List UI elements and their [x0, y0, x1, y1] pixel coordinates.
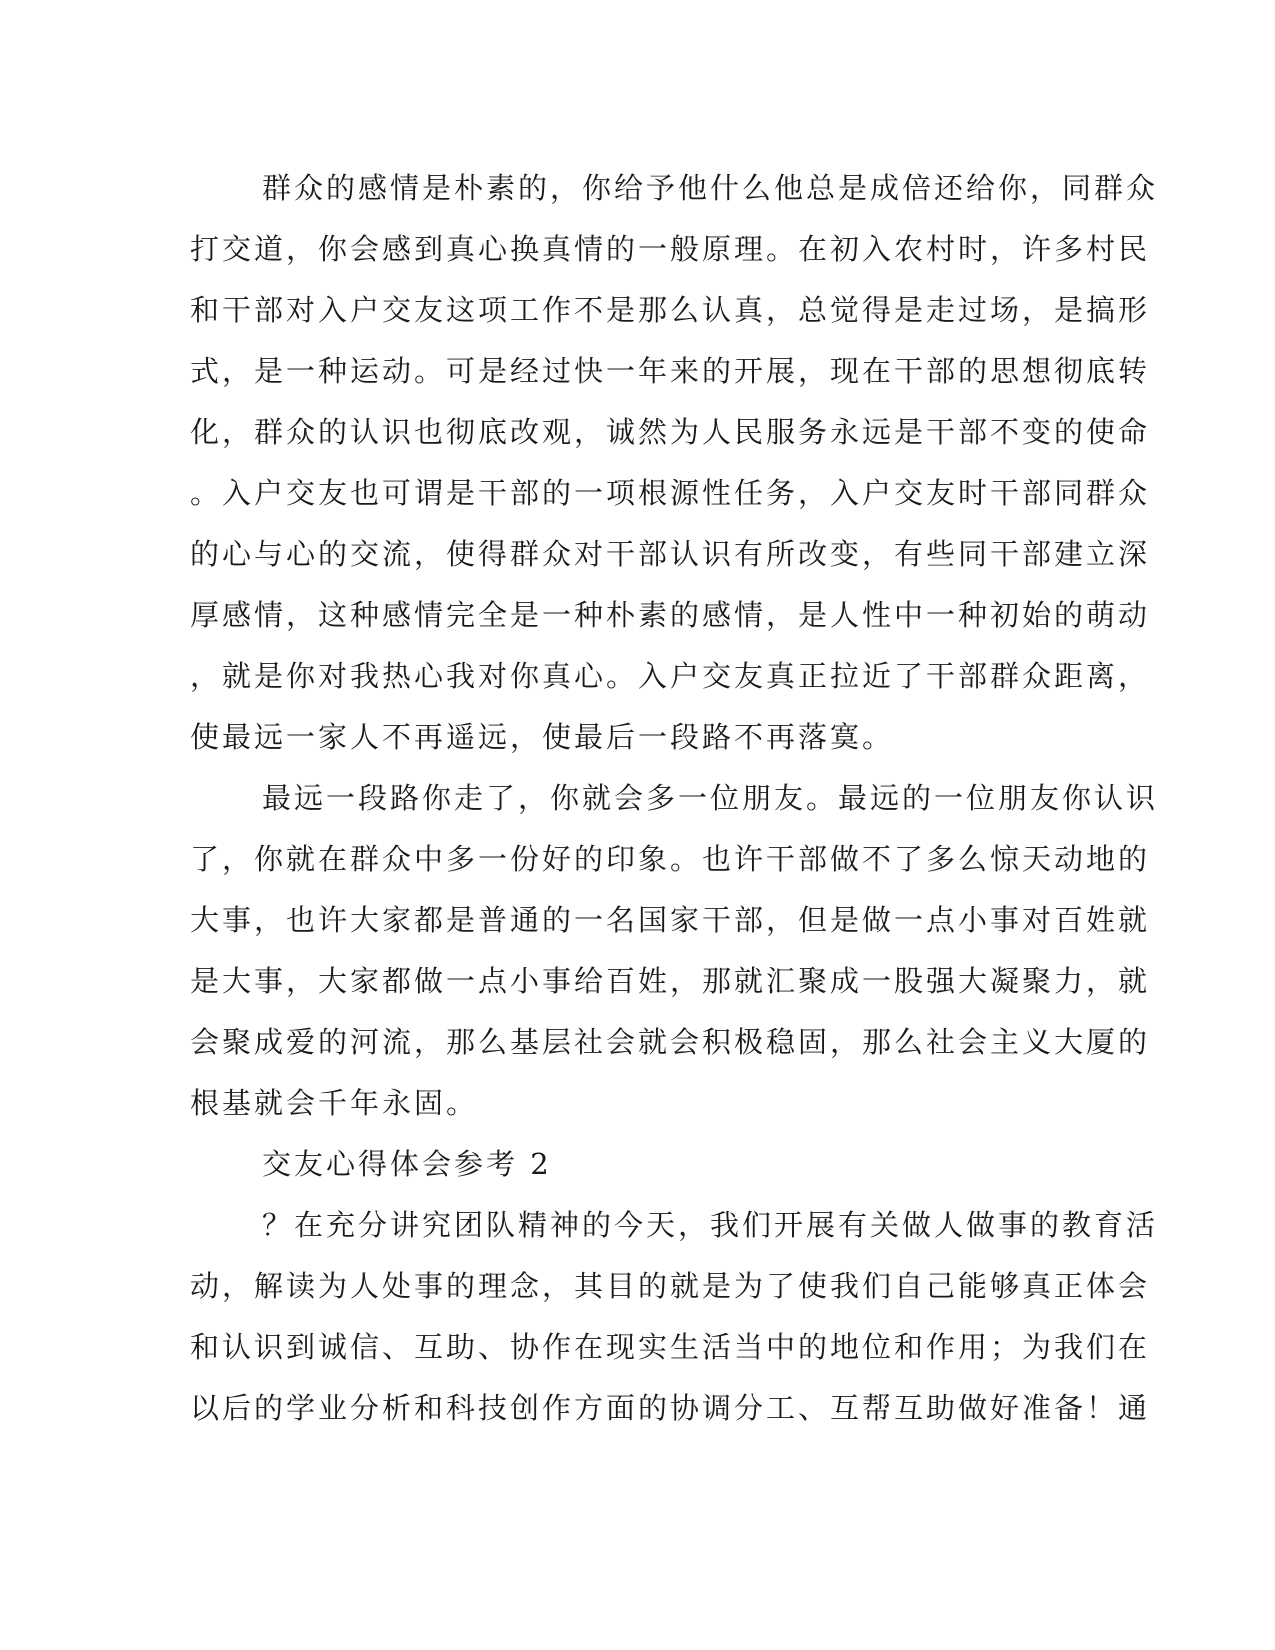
section-heading: 交友心得体会参考 2: [262, 1147, 552, 1181]
paragraph-2-line-5: 会聚成爱的河流，那么基层社会就会积极稳固，那么社会主义大厦的: [190, 1025, 1151, 1059]
paragraph-1-line-10: 使最远一家人不再遥远，使最后一段路不再落寞。: [190, 720, 895, 754]
paragraph-3-line-1: ？在充分讲究团队精神的今天，我们开展有关做人做事的教育活: [262, 1208, 1159, 1242]
paragraph-3-line-2: 动，解读为人处事的理念，其目的就是为了使我们自己能够真正体会: [190, 1269, 1151, 1303]
paragraph-1-line-2: 打交道，你会感到真心换真情的一般原理。在初入农村时，许多村民: [190, 232, 1151, 266]
paragraph-3-line-4: 以后的学业分析和科技创作方面的协调分工、互帮互助做好准备！通: [190, 1391, 1151, 1425]
paragraph-1-line-3: 和干部对入户交友这项工作不是那么认真，总觉得是走过场，是搞形: [190, 293, 1151, 327]
paragraph-1-line-5: 化，群众的认识也彻底改观，诚然为人民服务永远是干部不变的使命: [190, 415, 1151, 449]
paragraph-2-line-2: 了，你就在群众中多一份好的印象。也许干部做不了多么惊天动地的: [190, 842, 1151, 876]
paragraph-1-line-4: 式，是一种运动。可是经过快一年来的开展，现在干部的思想彻底转: [190, 354, 1151, 388]
paragraph-3-line-3: 和认识到诚信、互助、协作在现实生活当中的地位和作用；为我们在: [190, 1330, 1151, 1364]
paragraph-2-line-6: 根基就会千年永固。: [190, 1086, 479, 1120]
paragraph-1-line-1: 群众的感情是朴素的，你给予他什么他总是成倍还给你，同群众: [262, 171, 1159, 205]
document-body: [190, 158, 1159, 1439]
paragraph-1-line-6: 。入户交友也可谓是干部的一项根源性任务，入户交友时干部同群众: [190, 476, 1151, 510]
paragraph-2-line-4: 是大事，大家都做一点小事给百姓，那就汇聚成一股强大凝聚力，就: [190, 964, 1151, 998]
paragraph-1-line-7: 的心与心的交流，使得群众对干部认识有所改变，有些同干部建立深: [190, 537, 1151, 571]
paragraph-2-line-3: 大事，也许大家都是普通的一名国家干部，但是做一点小事对百姓就: [190, 903, 1151, 937]
paragraph-1-line-8: 厚感情，这种感情完全是一种朴素的感情，是人性中一种初始的萌动: [190, 598, 1151, 632]
paragraph-1-line-9: ，就是你对我热心我对你真心。入户交友真正拉近了干部群众距离，: [190, 659, 1151, 693]
paragraph-2-line-1: 最远一段路你走了，你就会多一位朋友。最远的一位朋友你认识: [262, 781, 1159, 815]
